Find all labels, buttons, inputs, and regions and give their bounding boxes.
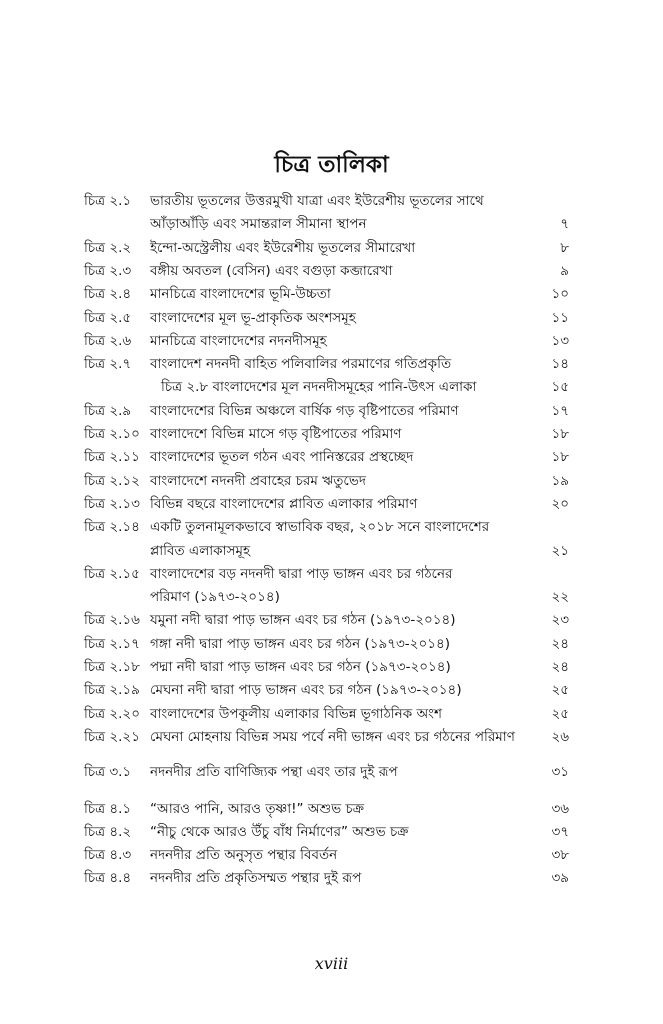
figure-entry: [0, 423, 663, 445]
figure-caption: “আরও পানি, আরও তৃষ্ণা!” অশুভ চক্র: [150, 800, 365, 817]
figure-label: চিত্র ২.৬: [84, 332, 132, 349]
figure-entry: [0, 867, 663, 889]
figure-label: চিত্র ২.৫: [84, 309, 132, 326]
figure-caption: নদনদীর প্রতি অনুসৃত পন্থার বিবর্তন: [150, 847, 338, 864]
figure-entry: [0, 446, 663, 468]
figure-caption: “নীচু থেকে আরও উঁচু বাঁধ নির্মাণের” অশুভ চক্র: [150, 823, 409, 840]
figure-page-number: ৩৬: [551, 800, 569, 817]
figure-label: চিত্র ২.১২: [84, 472, 140, 489]
figure-page-number: ২২: [551, 589, 569, 606]
figure-caption: বাংলাদেশে নদনদী প্রবাহের চরম ঋতুভেদ: [150, 472, 366, 489]
figure-caption: বাংলাদেশের বিভিন্ন অঞ্চলে বার্ষিক গড় বৃষ্টিপাতের পরিমাণ: [150, 402, 459, 419]
figure-caption: বাংলাদেশে বিভিন্ন মাসে গড় বৃষ্টিপাতের পরিমাণ: [150, 426, 402, 442]
figure-caption: নদনদীর প্রতি প্রকৃতিসম্মত পন্থার দুই রূপ: [150, 870, 362, 887]
figure-caption: মেঘনা নদী দ্বারা পাড় ভাঙ্গন এবং চর গঠন (১৯৭৩-২০১৪): [150, 682, 462, 699]
figure-label: চিত্র ২.১৪: [84, 519, 140, 536]
figure-entry: [0, 493, 663, 515]
figure-page-number: ২১: [551, 542, 569, 559]
figure-caption: ভারতীয় ভূতলের উত্তরমুখী যাত্রা এবং ইউরেশীয় ভূতলের সাথে: [150, 193, 484, 209]
figure-label: চিত্র ২.৭: [84, 356, 132, 373]
figure-caption: যমুনা নদী দ্বারা পাড় ভাঙ্গন এবং চর গঠন (১৯৭৩-২০১৪): [150, 612, 456, 629]
figure-label: চিত্র ৪.২: [84, 823, 132, 840]
figure-caption: মানচিত্রে বাংলাদেশের ভূমি-উচ্চতা: [150, 286, 331, 303]
figure-label: চিত্র ২.২০: [84, 705, 140, 722]
figure-page-number: ২৫: [551, 682, 569, 699]
figure-label: চিত্র ২.১১: [84, 449, 140, 466]
figure-page-number: ১০: [551, 286, 569, 303]
figure-label: চিত্র ২.২১: [84, 728, 140, 745]
figure-label: চিত্র ২.১০: [84, 426, 140, 442]
figure-page-number: ২৪: [551, 635, 569, 652]
figure-page-number: ১৩: [551, 332, 569, 349]
figure-entry: [0, 821, 663, 843]
figure-label: চিত্র ৪.৪: [84, 870, 132, 887]
figure-page-number: ১৪: [551, 356, 569, 373]
figure-entry: [0, 213, 663, 235]
figure-caption: চিত্র ২.৮ বাংলাদেশের মূল নদনদীসমূহের পানি-উৎস এলাকা: [161, 379, 477, 396]
figure-caption: প্লাবিত এলাকাসমূহ: [150, 542, 251, 559]
figure-page-number: ৮: [560, 239, 569, 256]
figure-entry: [0, 540, 663, 562]
figure-entry: [0, 190, 663, 212]
figure-caption: গঙ্গা নদী দ্বারা পাড় ভাঙ্গন এবং চর গঠন (১৯৭৩-২০১৪): [150, 635, 451, 652]
figure-page-number: ১৫: [551, 379, 569, 396]
figure-label: চিত্র ২.৩: [84, 262, 132, 279]
figure-entry: [0, 798, 663, 820]
figure-entry: [0, 563, 663, 585]
figure-label: চিত্র ২.১৫: [84, 565, 140, 582]
figure-caption: ইন্দো-অস্ট্রেলীয় এবং ইউরেশীয় ভূতলের সীমারেখা: [150, 239, 416, 256]
figure-caption: মেঘনা মোহনায় বিভিন্ন সময় পর্বে নদী ভাঙ্গন এবং চর গঠনের পরিমাণ: [150, 728, 515, 745]
figure-caption: বাংলাদেশ নদনদী বাহিত পলিবালির পরমাণের গতিপ্রকৃতি: [150, 356, 452, 373]
figure-caption: বাংলাদেশের বড় নদনদী দ্বারা পাড় ভাঙ্গন এবং চর গঠনের: [150, 565, 453, 582]
figure-label: চিত্র ২.১৯: [84, 682, 140, 699]
figure-entry: [0, 679, 663, 701]
figure-caption: বিভিন্ন বছরে বাংলাদেশের প্লাবিত এলাকার পরিমাণ: [150, 495, 418, 512]
figure-entry: [0, 400, 663, 422]
figure-page-number: ১৭: [551, 402, 569, 419]
figure-entry: [0, 470, 663, 492]
figure-page-number: ১১: [551, 309, 569, 326]
figure-label: চিত্র ২.১৮: [84, 659, 140, 675]
figure-page-number: ১৮: [551, 449, 569, 466]
figure-caption: বঙ্গীয় অবতল (বেসিন) এবং বগুড়া কব্জারেখা: [150, 262, 393, 279]
figure-page-number: ১৯: [551, 472, 569, 489]
figure-page-number: ৩১: [551, 764, 569, 781]
figure-page-number: ২৬: [551, 728, 569, 745]
figure-entry: [0, 260, 663, 282]
figure-page-number: ৩৭: [551, 823, 569, 840]
figure-entry: [0, 376, 663, 398]
figure-page-number: ২৪: [551, 659, 569, 675]
figure-label: চিত্র ২.১৭: [84, 635, 140, 652]
figure-label: চিত্র ২.১৩: [84, 495, 140, 512]
figure-caption: মানচিত্রে বাংলাদেশের নদনদীসমূহ: [150, 332, 327, 349]
figure-entry: [0, 703, 663, 725]
figure-label: চিত্র ৪.১: [84, 800, 132, 817]
figure-page-number: ২০: [551, 495, 569, 512]
figure-caption: পদ্মা নদী দ্বারা পাড় ভাঙ্গন এবং চর গঠন (১৯৭৩-২০১৪): [150, 659, 451, 675]
figure-page-number: ৭: [560, 216, 569, 233]
figure-page-number: ২৩: [551, 612, 569, 629]
figure-page-number: ৩৯: [551, 870, 569, 887]
figure-entry: [0, 586, 663, 608]
figure-page-number: ১৮: [551, 426, 569, 442]
figure-entry: [0, 307, 663, 329]
figure-entry: [0, 516, 663, 538]
figure-label: চিত্র ২.২: [84, 239, 132, 256]
figure-label: চিত্র ২.৪: [84, 286, 132, 303]
figure-entry: [0, 656, 663, 678]
figure-label: চিত্র ২.১: [84, 193, 132, 209]
figure-entry: [0, 761, 663, 783]
figure-page-number: ৯: [560, 262, 569, 279]
figure-label: চিত্র ৪.৩: [84, 847, 132, 864]
page-number: xviii: [314, 954, 349, 973]
figure-caption: একটি তুলনামূলকভাবে স্বাভাবিক বছর, ২০১৮ সনে বাংলাদেশের: [150, 519, 490, 536]
figure-caption: বাংলাদেশের ভূতল গঠন এবং পানিস্তরের প্রস্থচ্ছেদ: [150, 449, 414, 466]
figure-entry: [0, 330, 663, 352]
figure-entry: [0, 353, 663, 375]
figure-entry: [0, 844, 663, 866]
figure-entry: [0, 609, 663, 631]
figure-caption: বাংলাদেশের মূল ভূ-প্রাকৃতিক অংশসমূহ: [150, 309, 356, 326]
figure-label: চিত্র ২.১৬: [84, 612, 140, 629]
figure-entry: [0, 633, 663, 655]
figure-entry: [0, 726, 663, 748]
figure-page-number: ২৫: [551, 705, 569, 722]
figure-caption: আঁড়াআঁড়ি এবং সমান্তরাল সীমানা স্থাপন: [150, 216, 367, 233]
figure-caption: নদনদীর প্রতি বাণিজ্যিক পন্থা এবং তার দুই রূপ: [150, 764, 398, 781]
figure-label: চিত্র ২.৯: [84, 402, 132, 419]
page-title: চিত্র তালিকা: [274, 152, 389, 178]
figure-entry: [0, 237, 663, 259]
figure-caption: বাংলাদেশের উপকূলীয় এলাকার বিভিন্ন ভূগাঠনিক অংশ: [150, 705, 442, 722]
figure-label: চিত্র ৩.১: [84, 764, 132, 781]
figure-page-number: ৩৮: [551, 847, 569, 864]
figure-caption: পরিমাণ (১৯৭৩-২০১৪): [150, 589, 280, 606]
figure-entry: [0, 283, 663, 305]
